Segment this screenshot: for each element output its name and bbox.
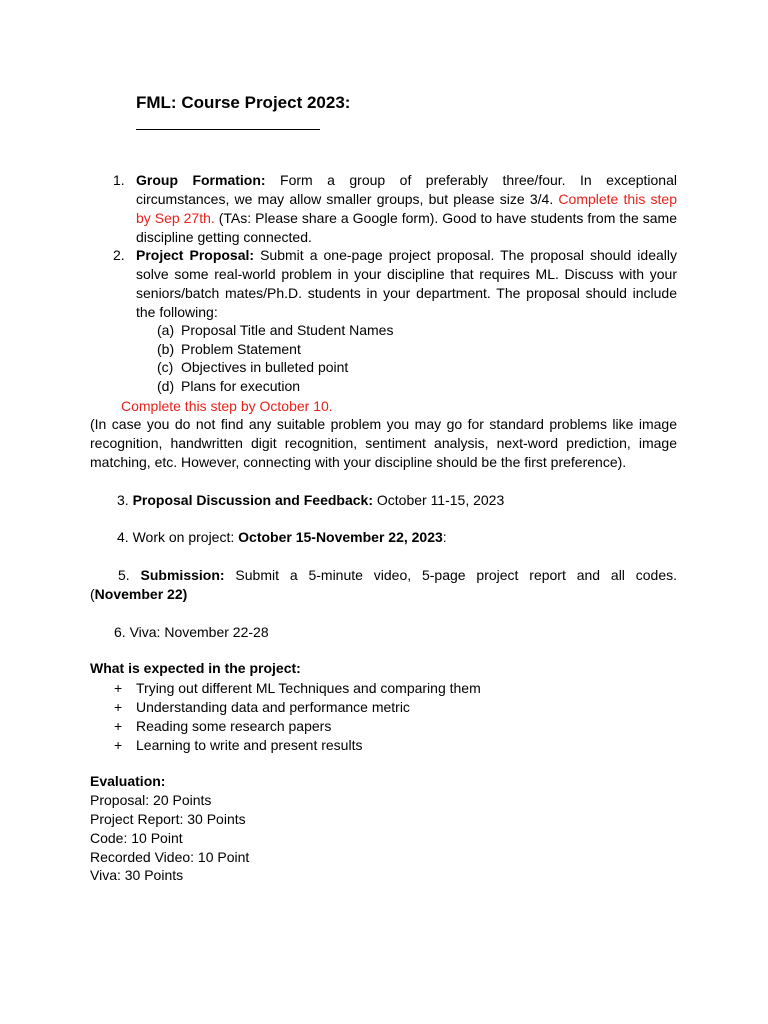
item-1-text-a: Form a group of preferably three/four. In exceptional circumstances, we may allow smaller groups, but please size 3/4. [136,172,677,207]
expected-bullet-2: + [114,699,123,715]
subitem-c-text: Objectives in bulleted point [181,359,349,375]
item-4-tail: : [442,529,447,545]
item-2-note: (In case you do not find any suitable problem you may go for standard problems like image recognition, handwritten digit recognition, sentiment analysis, next-word prediction, image matching, etc. However, connecting with your discipline should be the first preference). [90,416,677,470]
subitem-b-text: Problem Statement [181,341,301,357]
expected-bullet-1: + [114,680,123,696]
item-3-heading: Proposal Discussion and Feedback: [132,492,373,508]
item-1-heading: Group Formation: [136,172,266,188]
expected-item-3: Reading some research papers [136,718,332,734]
expected-bullet-4: + [114,737,123,753]
page-title: FML: Course Project 2023: [136,93,351,112]
evaluation-heading [90,772,165,791]
expected-item-1: Trying out different ML Techniques and comparing them [136,680,481,696]
item-6-viva [114,623,269,642]
item-3-proposal-discussion [117,491,504,510]
subitem-a-label: (a) [157,322,175,338]
item-4-number: 4. [117,529,129,545]
subitem-d-text: Plans for execution [181,378,301,394]
evaluation-report: Project Report: 30 Points [90,811,246,827]
item-6-text: Viva: November 22-28 [125,624,269,640]
item-1-deadline: Complete this step by Sep 27th. [136,191,677,226]
evaluation-proposal: Proposal: 20 Points [90,792,212,808]
subitem-c-label: (c) [157,359,174,375]
item-6-number: 6. [114,624,126,640]
item-1-number: 1. [113,172,125,188]
subitem-d [157,377,300,396]
subitem-c [157,358,348,377]
item-2-deadline: Complete this step by October 10. [121,398,333,414]
expected-item-2: Understanding data and performance metric [136,699,410,715]
subitem-a [157,321,393,340]
item-2-number: 2. [113,247,125,263]
item-5-deadline: November 22) [94,586,188,602]
subitem-b-label: (b) [157,341,175,357]
subitem-a-text: Proposal Title and Student Names [181,322,394,338]
item-2-project-proposal [136,246,677,322]
item-1-text-b: (TAs: Please share a Google form). Good to have students from the same discipline getting connected. [136,210,677,245]
item-4-work-on-project [117,528,447,547]
expected-bullet-3: + [114,718,123,734]
item-3-text: October 11-15, 2023 [372,492,505,508]
subitem-b [157,340,301,359]
subitem-d-label: (d) [157,378,175,394]
item-2-heading: Project Proposal: [136,247,255,263]
item-5-heading: Submission: [140,567,225,583]
expected-heading [90,659,301,678]
expected-heading-text: What is expected in the project: [90,660,301,676]
evaluation-heading-text: Evaluation: [90,773,166,789]
item-2-text: Submit a one-page project proposal. The proposal should ideally solve some real-world problem in your discipline that requires ML. Discuss with your seniors/batch mates/Ph.D. students in your department. The proposal should include the following: [136,247,677,320]
evaluation-video: Recorded Video: 10 Point [90,849,250,865]
expected-item-4: Learning to write and present results [136,737,363,753]
title-underline [136,129,320,130]
item-5-number: 5. [118,567,130,583]
evaluation-code: Code: 10 Point [90,830,183,846]
item-4-text: Work on project: [128,529,239,545]
item-5-text: Submit a 5-minute video, 5-page project report and all codes. ( [90,567,678,602]
item-4-dates: October 15-November 22, 2023 [238,529,443,545]
item-3-number: 3. [117,492,129,508]
item-5-submission [90,566,677,604]
item-1-group-formation [136,171,677,247]
evaluation-viva: Viva: 30 Points [90,867,184,883]
